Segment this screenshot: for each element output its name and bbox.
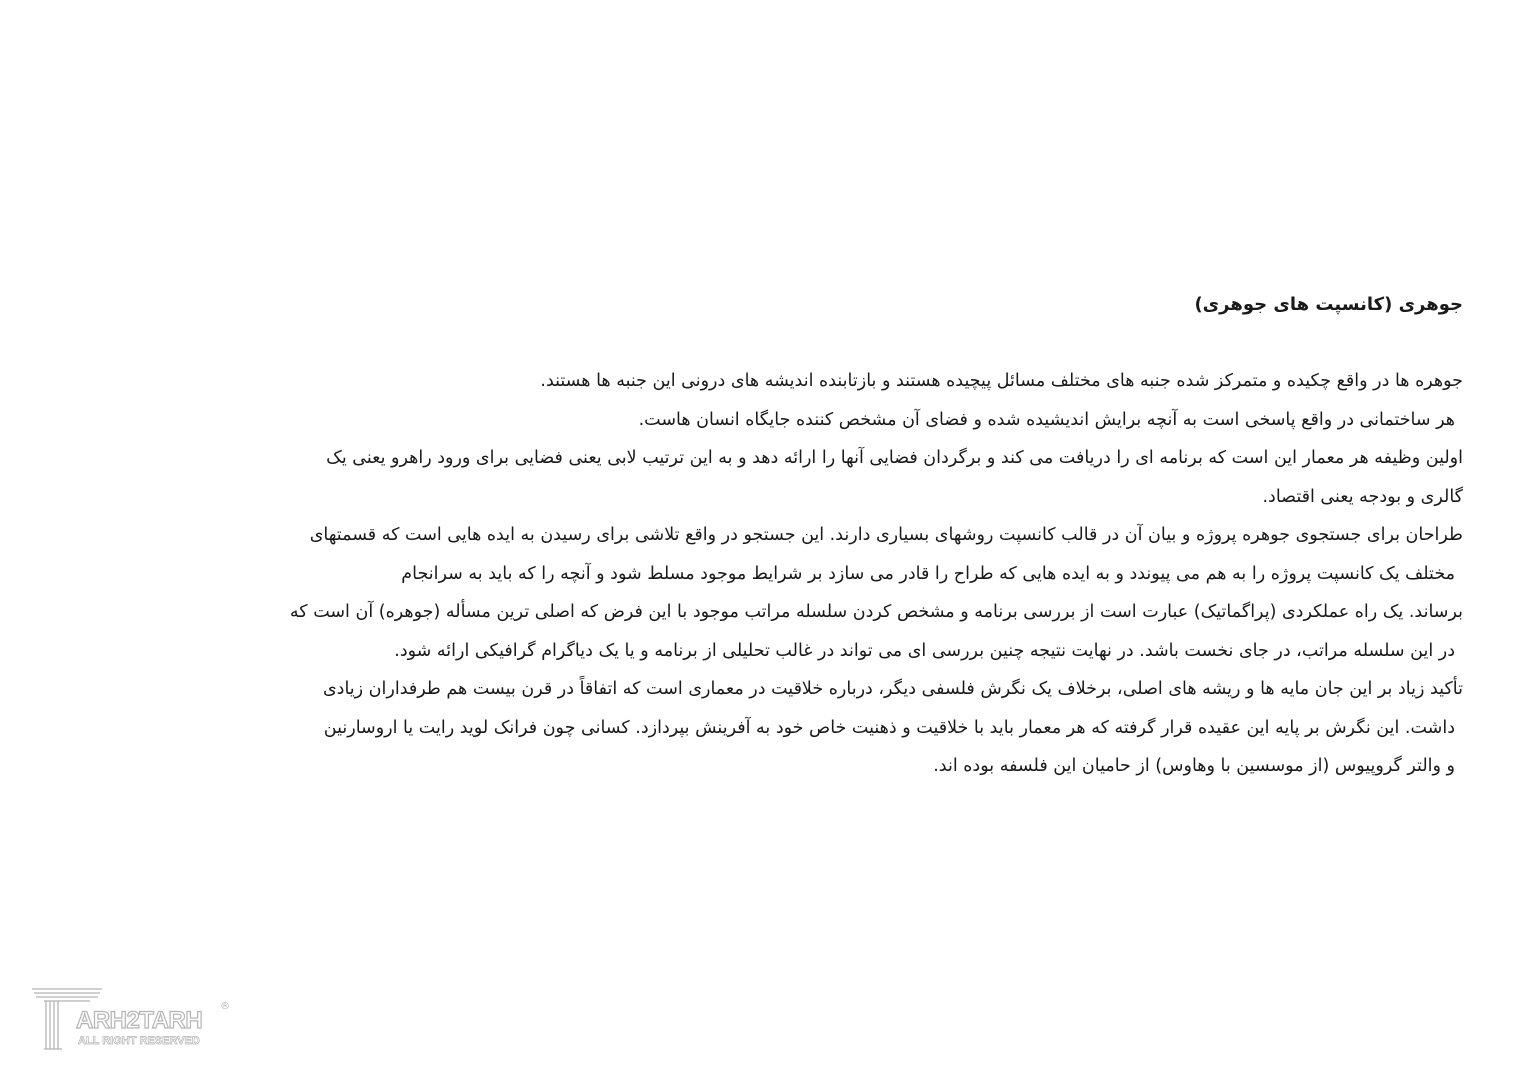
text-line: تأکید زیاد بر این جان مایه ها و ریشه های اصلی، برخلاف یک نگرش فلسفی دیگر، درباره خلاقیت در معماری است که اتفاقاً در قرن بیست هم طرفداران زیادی <box>322 679 1463 699</box>
watermark-subtitle: ALL RIGHT RESERVED <box>78 1035 200 1047</box>
document-content <box>128 290 1463 786</box>
text-line: اولین وظیفه هر معمار این است که برنامه ای را دریافت می کند و برگردان فضایی آنها را ارائه دهد و به این ترتیب لابی یعنی فضایی برای ورود راهرو یعنی یک <box>326 448 1463 468</box>
watermark-title: ARH2TARH <box>76 1007 203 1034</box>
text-line: در این سلسله مراتب، در جای نخست باشد. در نهایت نتیجه چنین بررسی ای می تواند در غالب تحلیلی از برنامه و یا یک دیاگرام گرافیکی ارائه شود. <box>394 640 1455 661</box>
text-line: و والتر گروپیوس (از موسسین با وهاوس) از حامیان این فلسفه بوده اند. <box>933 756 1455 776</box>
document-body <box>128 362 1463 786</box>
text-line: گالری و بودجه یعنی اقتصاد. <box>1262 486 1463 507</box>
watermark <box>30 985 240 1055</box>
text-line: مختلف یک کانسپت پروژه را به هم می پیوندد و به ایده هایی که طراح را قادر می سازد بر شرایط موجود مسلط شود و آنچه را که باید به سرانجام <box>401 563 1455 584</box>
registered-mark: ® <box>220 1001 230 1012</box>
text-line: طراحان برای جستجوی جوهره پروژه و بیان آن در قالب کانسپت روشهای بسیاری دارند. این جستجو در واقع تلاشی برای رسیدن به ایده هایی است که قسمتهای <box>309 525 1463 545</box>
text-line: داشت. این نگرش بر پایه این عقیده قرار گرفته که هر معمار باید با خلاقیت و ذهنیت خاص خود به آفرینش بپردازد. کسانی چون فرانک لوید رایت یا اروسارنین <box>323 717 1455 738</box>
text-line: برساند. یک راه عملکردی (پراگماتیک) عبارت است از بررسی برنامه و مشخص کردن سلسله مراتب موجود با این فرض که اصلی ترین مسأله (جوهره) آن است که <box>289 602 1463 622</box>
page-title: جوهری (کانسپت های جوهری) <box>1194 294 1463 315</box>
text-line: هر ساختمانی در واقع پاسخی است به آنچه برایش اندیشیده شده و فضای آن مشخص کننده جایگاه انسان هاست. <box>638 409 1455 430</box>
text-line: جوهره ها در واقع چکیده و متمرکز شده جنبه های مختلف مسائل پیچیده هستند و بازتابنده اندیشه های درونی این جنبه ها هستند. <box>540 371 1463 391</box>
